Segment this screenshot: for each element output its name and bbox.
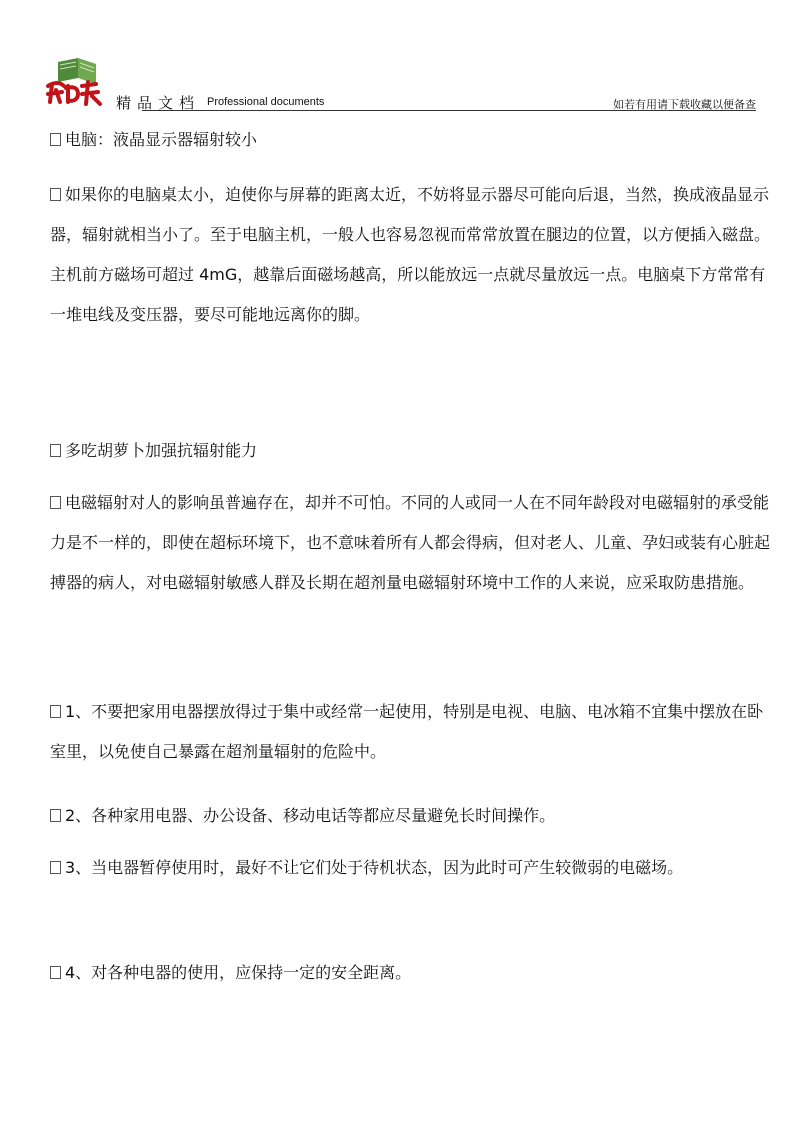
paragraph-text: 4、对各种电器的使用，应保持一定的安全距离。 xyxy=(65,963,412,982)
paragraph xyxy=(50,848,774,888)
paragraph xyxy=(50,796,774,836)
bullet-box-icon xyxy=(50,966,61,979)
brand-title: 精品文档 xyxy=(116,94,201,112)
bullet-box-icon xyxy=(50,444,61,457)
paragraph xyxy=(50,483,774,603)
paragraph-text: 2、各种家用电器、办公设备、移动电话等都应尽量避免长时间操作。 xyxy=(65,806,556,825)
bullet-box-icon xyxy=(50,705,61,718)
bullet-box-icon xyxy=(50,809,61,822)
paragraph-text: 电磁辐射对人的影响虽普遍存在，却并不可怕。不同的人或同一人在不同年龄段对电磁辐射的承受能力是不一样的，即使在超标环境下，也不意味着所有人都会得病，但对老人、儿童、孕妇或装有心脏起搏器的病人，对电磁辐射敏感人群及长期在超剂量电磁辐射环境中工作的人来说，应采取防患措施。 xyxy=(50,493,771,592)
paragraph-text: 电脑：液晶显示器辐射较小 xyxy=(65,130,258,149)
paragraph xyxy=(50,175,774,335)
paragraph-text: 多吃胡萝卜加强抗辐射能力 xyxy=(65,441,258,460)
bullet-box-icon xyxy=(50,496,61,509)
paragraph-text: 3、当电器暂停使用时，最好不让它们处于待机状态，因为此时可产生较微弱的电磁场。 xyxy=(65,858,684,877)
paragraph-text: 如果你的电脑桌太小，迫使你与屏幕的距离太近，不妨将显示器尽可能向后退，当然，换成液晶显示器，辐射就相当小了。至于电脑主机，一般人也容易忽视而常常放置在腿边的位置，以方便插入磁盘。主机前方磁场可超过 4mG，越靠后面磁场越高，所以能放远一点就尽量放远一点。电脑桌下方常常有一堆电线及变压器，要尽可能地远离你的脚。 xyxy=(50,185,771,324)
bullet-box-icon xyxy=(50,861,61,874)
bullet-box-icon xyxy=(50,133,61,146)
bullet-box-icon xyxy=(50,188,61,201)
paragraph xyxy=(50,120,774,160)
paragraph xyxy=(50,431,774,471)
paragraph xyxy=(50,953,774,993)
brand-subtitle: Professional documents xyxy=(207,96,325,108)
header-divider xyxy=(142,110,756,111)
paragraph xyxy=(50,692,774,772)
page-header xyxy=(44,56,756,112)
header-note: 如若有用请下载收藏以便备查 xyxy=(613,98,756,111)
knowledge-logo-icon xyxy=(44,56,106,108)
paragraph-text: 1、不要把家用电器摆放得过于集中或经常一起使用，特别是电视、电脑、电冰箱不宜集中摆放在卧室里，以免使自己暴露在超剂量辐射的危险中。 xyxy=(50,702,764,761)
